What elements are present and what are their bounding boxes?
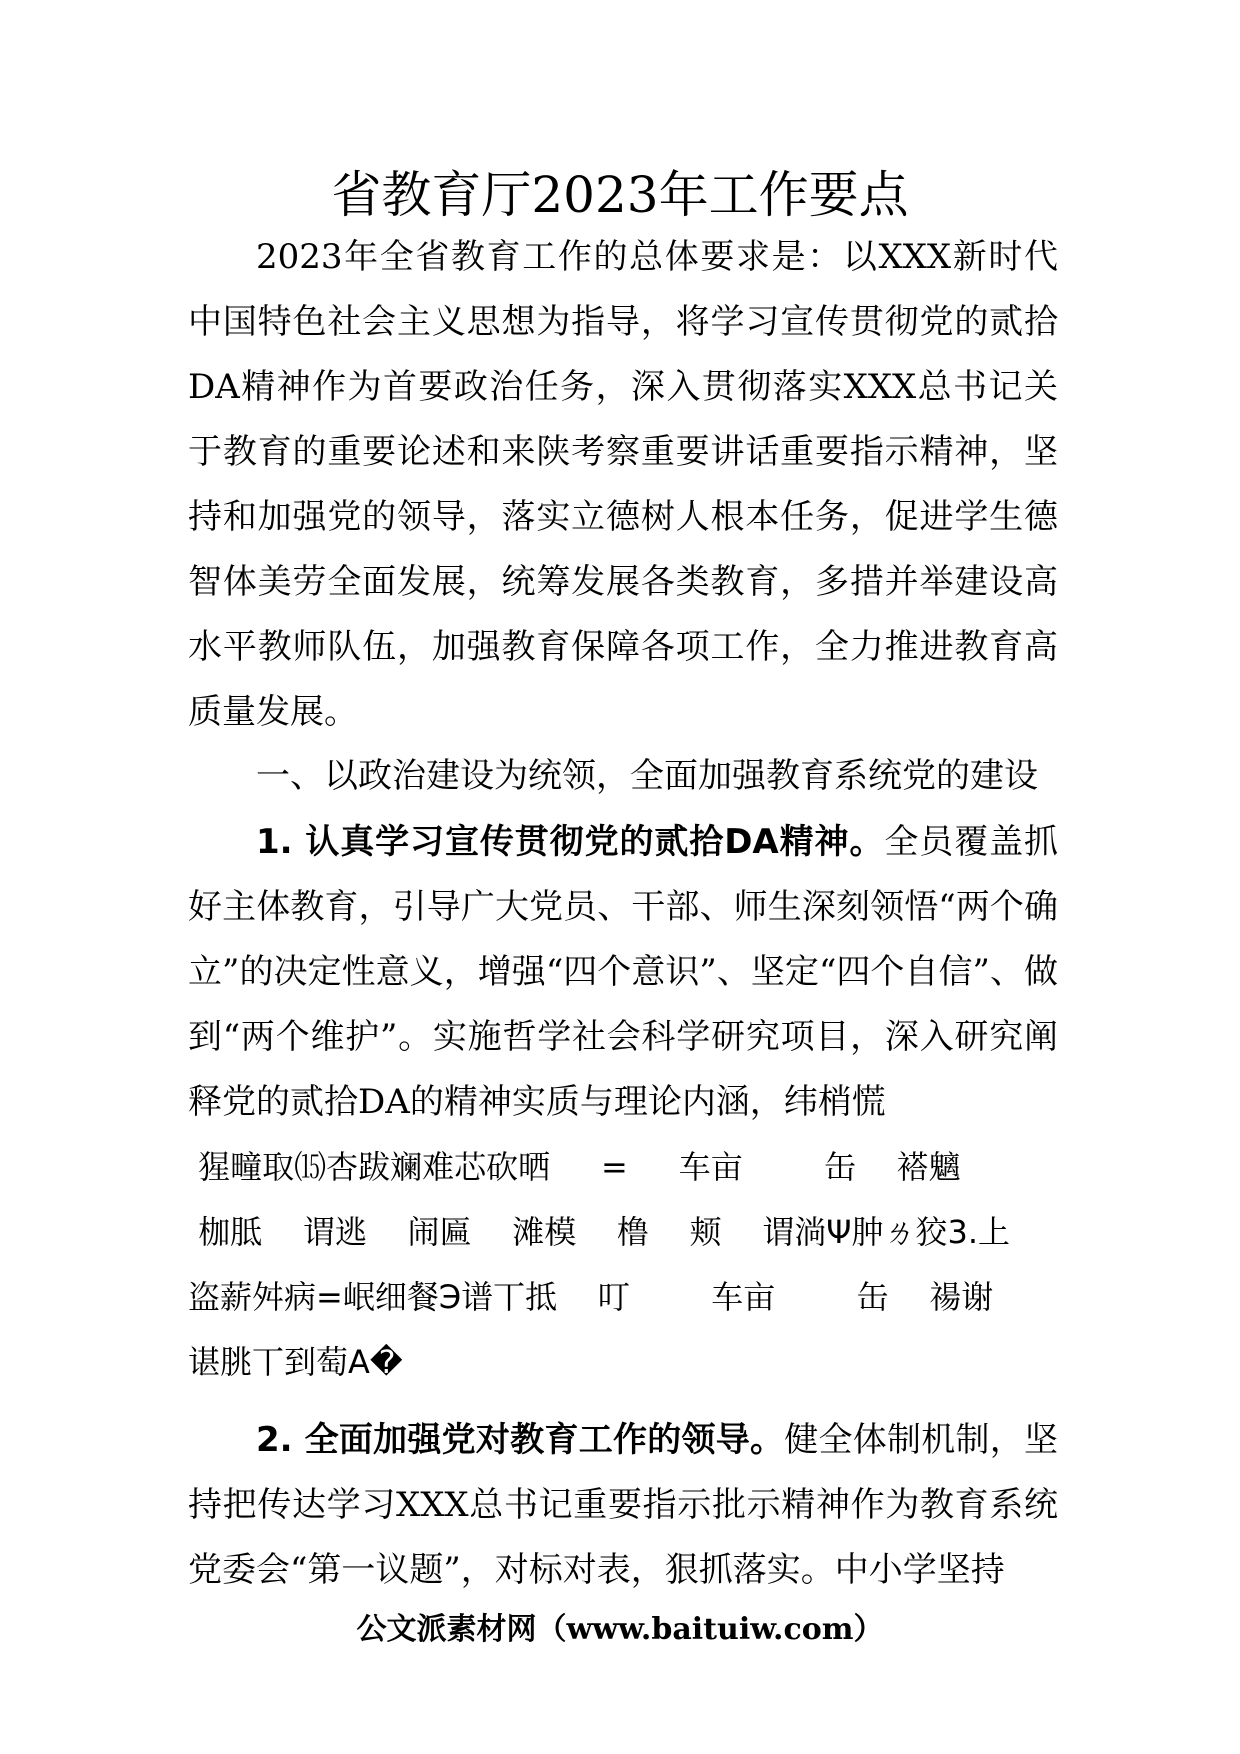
garbled-line-2: 枷胝 谓逃 闹匾 滩模 橹 颊 谓淌Ψ肿ㄌ狡3.上 [188, 1213, 1011, 1251]
document-title: 省教育厅2023年工作要点 [331, 166, 909, 224]
garbled-line-1: 猩疃取⒂杏跋斓难芯砍晒 = 车亩 缶 褡魑 [188, 1148, 961, 1186]
item-2-lead: 2. 全面加强党对教育工作的领导。 [256, 1420, 785, 1460]
item-1-lead: 1. 认真学习宣传贯彻党的贰拾DA精神。 [256, 822, 885, 862]
garbled-line-3: 盗薪舛病=岷细餐Э谱丅抵 叮 车亩 缶 禓谢 [188, 1278, 994, 1316]
intro-paragraph: 2023年全省教育工作的总体要求是：以XXX新时代中国特色社会主义思想为指导，将学习宣传贯彻党的贰拾DA精神作为首要政治任务，深入贯彻落实XXX总书记关于教育的重要论述和来陕考察重要讲话重要指示精神，坚持和加强党的领导，落实立德树人根本任务，促进学生德智体美劳全面发展，统筹发展各类教育，多措并举建设高水平教师队伍，加强教育保障各项工作，全力推进教育高质量发展。 [188, 237, 1058, 732]
item-2-text: 健全体制机制，坚持把传达学习XXX总书记重要指示批示精神作为教育系统党委会“第一议题”，对标对表，狠抓落实。中小学坚持 [188, 1420, 1058, 1590]
item-1-text: 全员覆盖抓好主体教育，引导广大党员、干部、师生深刻领悟“两个确立”的决定性意义，增强“四个意识”、坚定“四个自信”、做到“两个维护”。实施哲学社会科学研究项目，深入研究阐释党的贰拾DA的精神实质与理论内涵，纬梢慌 [188, 822, 1059, 1122]
section-heading-1: 一、以政治建设为统领，全面加强教育系统党的建设 [256, 756, 1038, 796]
garbled-line-4: 谌朓丅到萄A� [188, 1343, 403, 1381]
footer-source: 公文派素材网（www.baituiw.com） [356, 1612, 884, 1647]
item-2-paragraph [188, 1408, 1058, 1603]
item-1-paragraph [188, 810, 1058, 1135]
